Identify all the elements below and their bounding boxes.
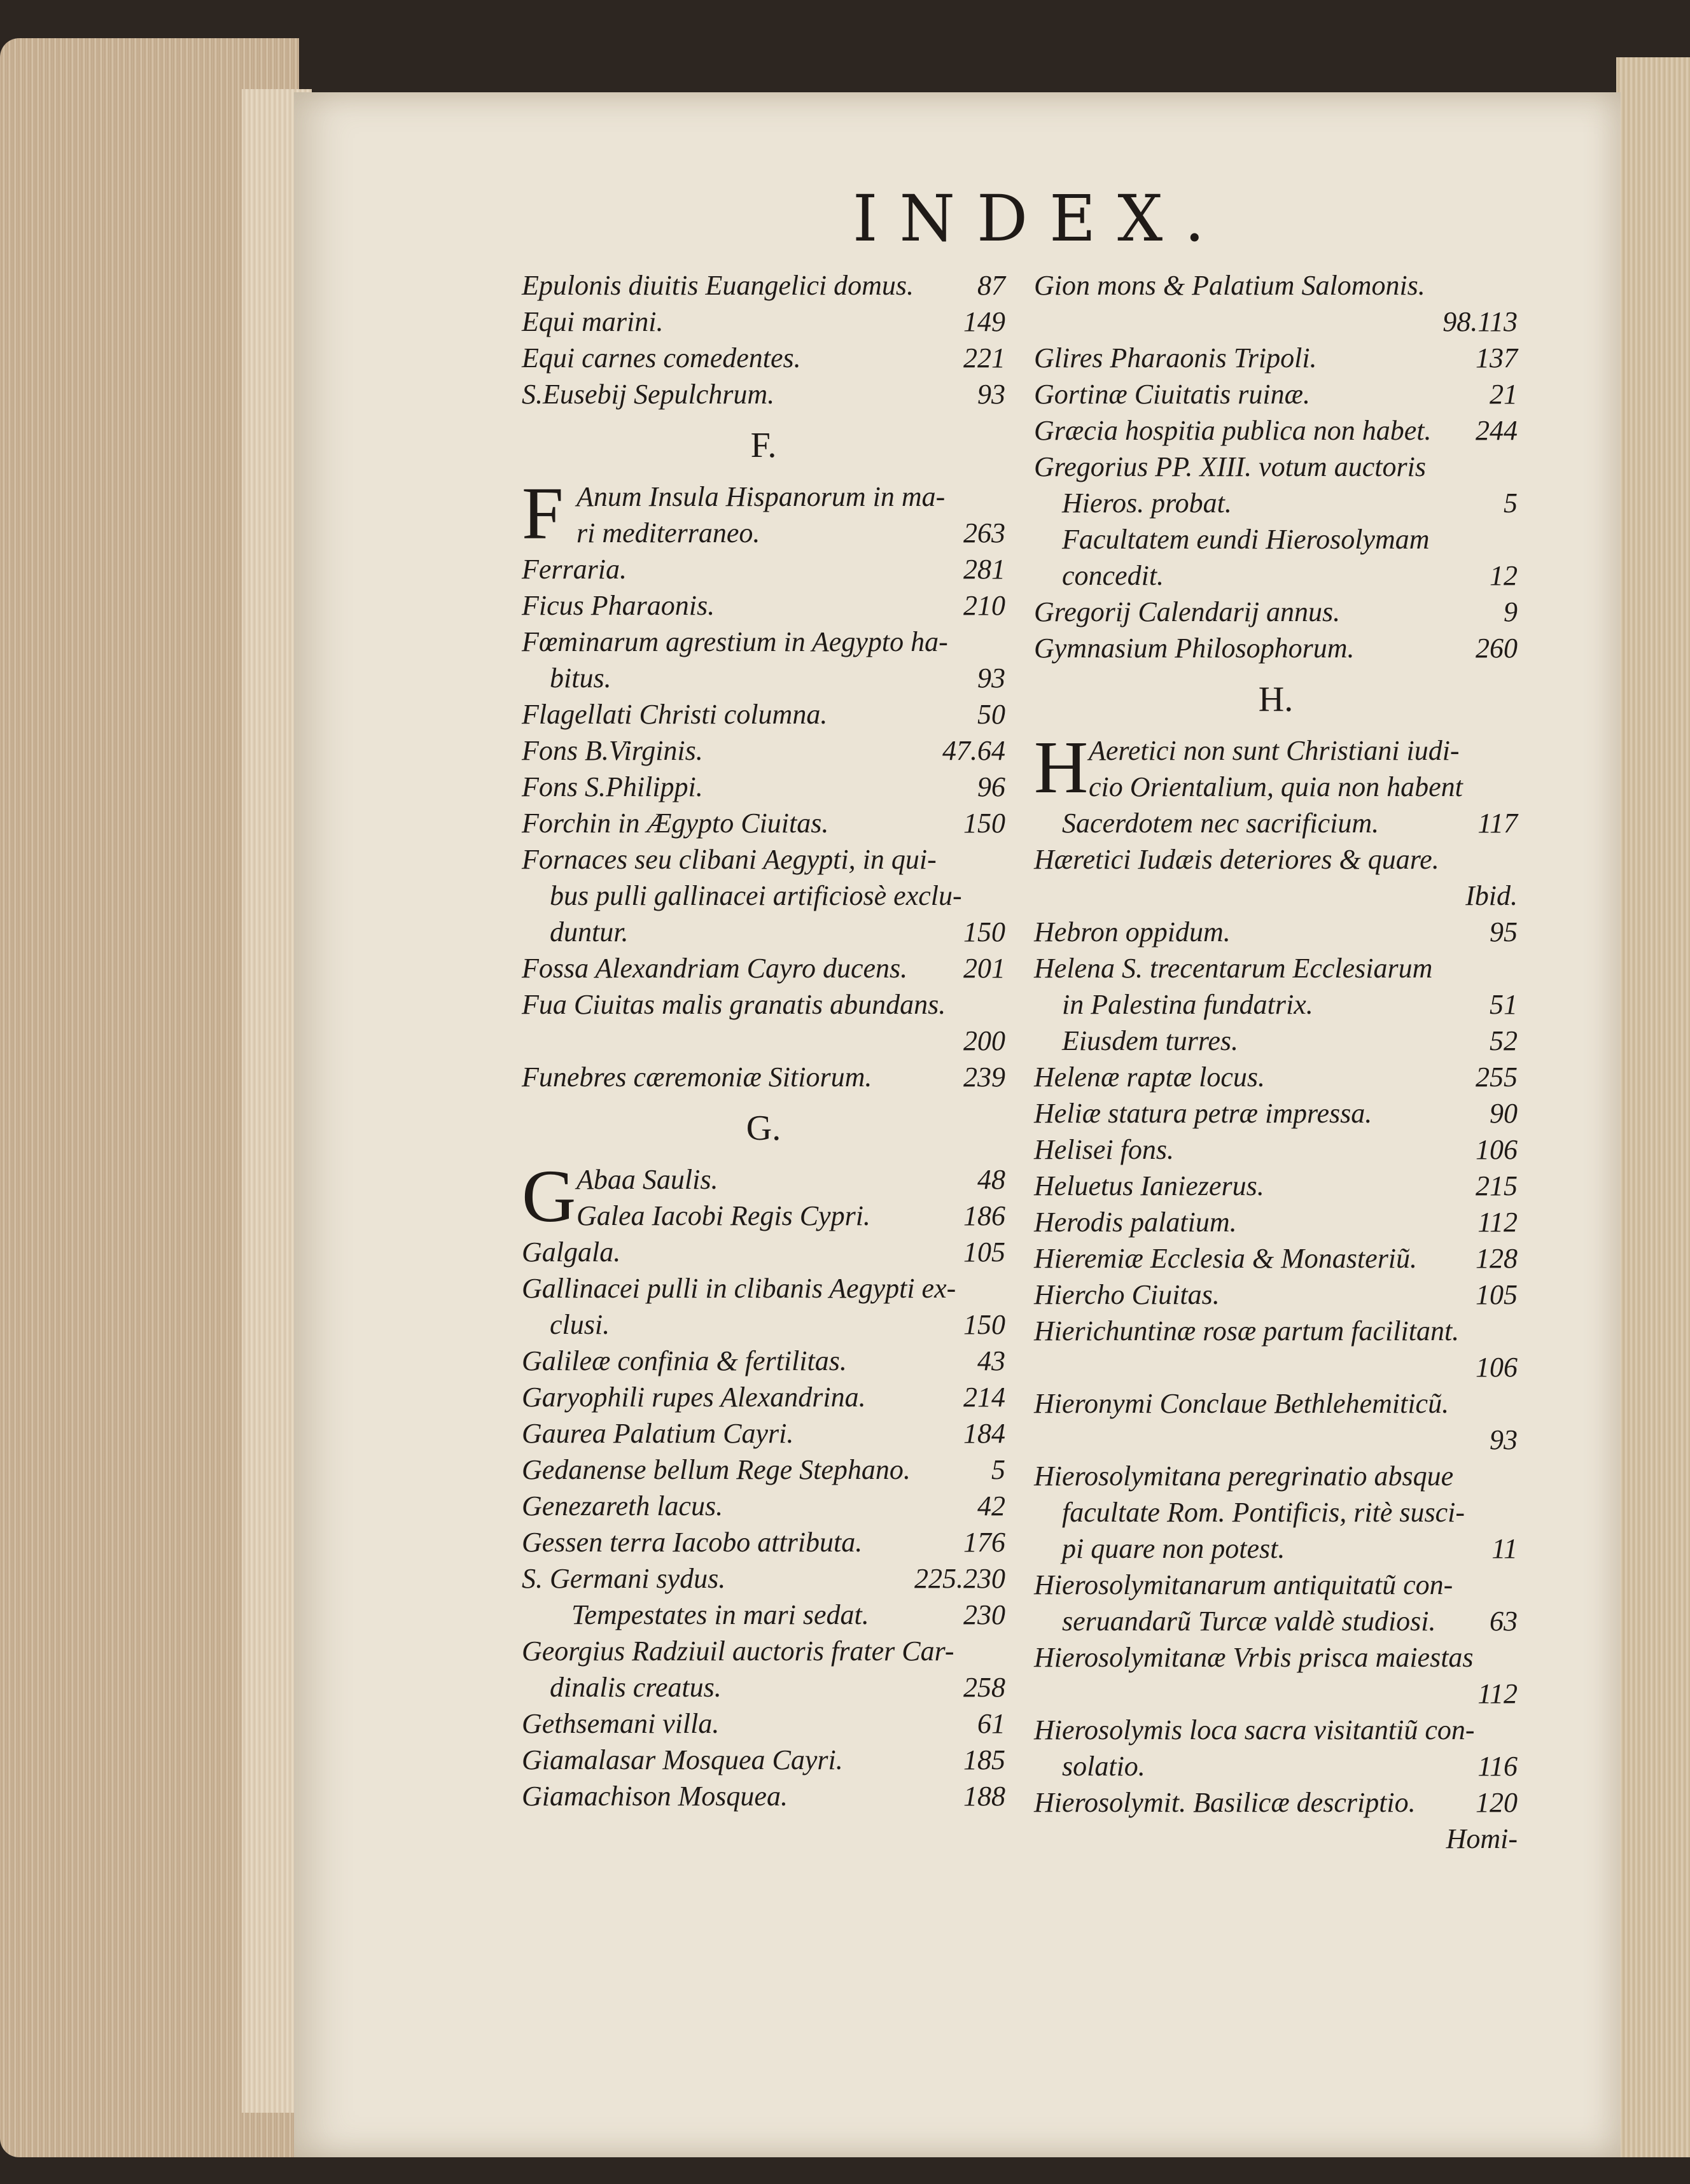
index-entry: Gedanense bellum Rege Stephano. 5	[522, 1454, 1005, 1485]
index-entry: in Palestina fundatrix. 51	[1062, 989, 1518, 1020]
index-entry: S.Eusebij Sepulchrum. 93	[522, 379, 1005, 410]
section-heading-g: G.	[746, 1109, 781, 1148]
index-entry: Helena S. trecentarum Ecclesiarum	[1034, 953, 1433, 984]
index-entry: Hierichuntinæ rosæ partum facilitant.	[1034, 1315, 1460, 1347]
index-entry: cio Orientalium, quia non habent	[1089, 771, 1463, 802]
index-entry: Hieros. probat. 5	[1062, 487, 1518, 519]
index-entry: solatio. 116	[1062, 1751, 1518, 1782]
index-entry: 106	[1476, 1352, 1518, 1383]
index-entry: seruandarũ Turcæ valdè studiosi. 63	[1062, 1606, 1518, 1637]
index-entry: Hierosolymit. Basilicæ descriptio. 120	[1034, 1787, 1518, 1818]
index-entry: Ficus Pharaonis. 210	[522, 590, 1005, 621]
index-entry: Gortinæ Ciuitatis ruinæ. 21	[1034, 379, 1518, 410]
index-entry: Gregorius PP. XIII. votum auctoris	[1034, 451, 1426, 482]
index-entry: 98.113	[1442, 306, 1518, 337]
index-entry: Equi marini. 149	[522, 306, 1005, 337]
index-entry: Tempestates in mari sedat. 230	[571, 1599, 1005, 1630]
index-entry: Abaa Saulis. 48	[576, 1164, 1005, 1195]
catchword: Homi-	[1446, 1823, 1518, 1854]
drop-capital-f: F	[522, 472, 564, 555]
catchword-line	[1034, 1821, 1518, 1857]
left-column	[522, 267, 1005, 1814]
index-entry: Hierosolymis loca sacra visitantiũ con-	[1034, 1714, 1475, 1746]
index-entry: dinalis creatus. 258	[550, 1672, 1005, 1703]
index-entry: Græcia hospitia publica non habet. 244	[1034, 415, 1518, 446]
index-entry: Hieremiæ Ecclesia & Monasteriũ. 128	[1034, 1243, 1518, 1274]
index-entry: Fons B.Virginis. 47.64	[522, 735, 1005, 766]
section-heading-h: H.	[1258, 680, 1294, 719]
index-entry: Epulonis diuitis Euangelici domus. 87	[522, 270, 1005, 301]
index-entry: Fornaces seu clibani Aegypti, in qui-	[522, 844, 937, 875]
drop-capital-h: H	[1034, 725, 1089, 809]
index-entry: Gion mons & Palatium Salomonis.	[1034, 270, 1425, 301]
index-entry: clusi. 150	[550, 1309, 1005, 1340]
index-entry: Gallinacei pulli in clibanis Aegypti ex-	[522, 1273, 956, 1304]
index-entry: Hiercho Ciuitas. 105	[1034, 1279, 1518, 1310]
index-entry: Gregorij Calendarij annus. 9	[1034, 596, 1518, 627]
index-entry: 200	[963, 1025, 1005, 1056]
index-entry: Giamachison Mosquea. 188	[522, 1781, 1005, 1812]
index-entry: Galgala. 105	[522, 1236, 1005, 1268]
index-entry: Hierosolymitanæ Vrbis prisca maiestas	[1034, 1642, 1474, 1673]
index-entry: Sacerdotem nec sacrificium. 117	[1062, 808, 1518, 839]
index-entry: pi quare non potest. 11	[1062, 1533, 1518, 1564]
index-entry: Gessen terra Iacobo attributa. 176	[522, 1527, 1005, 1558]
index-entry: Galea Iacobi Regis Cypri. 186	[576, 1200, 1005, 1231]
index-entry: Aeretici non sunt Christiani iudi-	[1089, 735, 1460, 766]
right-page-edges	[1616, 57, 1690, 2157]
index-entry: 112	[1477, 1678, 1518, 1709]
index-entry: duntur. 150	[550, 916, 1005, 948]
section-h-block	[1034, 725, 1518, 1821]
index-entry: Hæretici Iudæis deteriores & quare.	[1034, 844, 1439, 875]
section-g-block	[522, 1154, 1005, 1814]
index-entry: Equi carnes comedentes. 221	[522, 342, 1005, 374]
index-entry: Galileæ confinia & fertilitas. 43	[522, 1345, 1005, 1376]
index-entry: 93	[1490, 1424, 1518, 1455]
index-entry: Anum Insula Hispanorum in ma-	[576, 481, 946, 512]
index-entry: Herodis palatium. 112	[1034, 1207, 1518, 1238]
index-entry: Funebres cæremoniæ Sitiorum. 239	[522, 1061, 1005, 1093]
index-entry: Eiusdem turres. 52	[1062, 1025, 1518, 1056]
index-entry: Hieronymi Conclaue Bethlehemiticũ.	[1034, 1388, 1449, 1419]
index-entry: Hebron oppidum. 95	[1034, 916, 1518, 948]
index-entry: Garyophili rupes Alexandrina. 214	[522, 1382, 1005, 1413]
page-header: INDEX.	[853, 181, 1227, 256]
section-heading-f: F.	[750, 426, 777, 465]
index-entry: Hierosolymitanarum antiquitatũ con-	[1034, 1569, 1453, 1600]
index-entry: Genezareth lacus. 42	[522, 1490, 1005, 1522]
section-f-block	[522, 472, 1005, 1095]
index-entry: Fons S.Philippi. 96	[522, 771, 1005, 802]
index-entry: Ibid.	[1465, 880, 1518, 911]
index-entry: Georgius Radziuil auctoris frater Car-	[522, 1635, 954, 1667]
index-entry: Gaurea Palatium Cayri. 184	[522, 1418, 1005, 1449]
index-entry: Forchin in Ægypto Ciuitas. 150	[522, 808, 1005, 839]
index-entry: Flagellati Christi columna. 50	[522, 699, 1005, 730]
index-entry: facultate Rom. Pontificis, ritè susci-	[1062, 1497, 1465, 1528]
index-entry: Gethsemani villa. 61	[522, 1708, 1005, 1739]
index-entry: Hierosolymitana peregrinatio absque	[1034, 1460, 1454, 1492]
index-entry: Heliæ statura petræ impressa. 90	[1034, 1098, 1518, 1129]
index-entry: Fœminarum agrestium in Aegypto ha-	[522, 626, 948, 657]
index-entry: Heluetus Ianiezerus. 215	[1034, 1170, 1518, 1201]
index-entry: Gymnasium Philosophorum. 260	[1034, 633, 1518, 664]
index-entry: Ferraria. 281	[522, 554, 1005, 585]
index-entry: concedit. 12	[1062, 560, 1518, 591]
index-entry: ri mediterraneo. 263	[576, 517, 1005, 549]
index-entry: Glires Pharaonis Tripoli. 137	[1034, 342, 1518, 374]
index-entry: Facultatem eundi Hierosolymam	[1062, 524, 1430, 555]
index-entry: Helisei fons. 106	[1034, 1134, 1518, 1165]
drop-capital-g: G	[522, 1154, 576, 1238]
index-entry: Giamalasar Mosquea Cayri. 185	[522, 1744, 1005, 1775]
index-entry: Fua Ciuitas malis granatis abundans.	[522, 989, 946, 1020]
index-entry: bitus. 93	[550, 662, 1005, 694]
index-entry: Helenæ raptæ locus. 255	[1034, 1061, 1518, 1093]
index-entry: bus pulli gallinacei artificiosè exclu-	[550, 880, 962, 911]
index-entry: S. Germani sydus. 225.230	[522, 1563, 1005, 1594]
right-column	[1034, 267, 1518, 1857]
index-entry: Fossa Alexandriam Cayro ducens. 201	[522, 953, 1005, 984]
